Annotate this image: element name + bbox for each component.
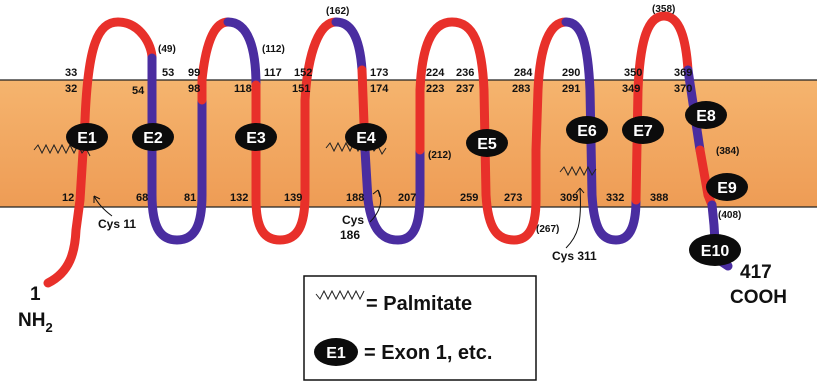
chain-segment-e3-b	[228, 22, 256, 85]
exon-label: E6	[577, 123, 597, 140]
residue-label: 223	[426, 83, 445, 95]
residue-label: 188	[346, 192, 365, 204]
residue-label: 369	[674, 67, 693, 79]
n-terminal-number: 1	[30, 284, 41, 305]
residue-label: 283	[512, 83, 531, 95]
exon-label: E5	[477, 136, 497, 153]
exon-label: E10	[700, 243, 730, 260]
residue-label: 152	[294, 67, 313, 79]
boundary-label: (384)	[716, 146, 740, 157]
residue-label: 81	[184, 192, 197, 204]
residue-label: 350	[624, 67, 643, 79]
exon-oval	[566, 116, 608, 144]
exon-oval	[66, 123, 108, 151]
residue-label: 151	[292, 83, 311, 95]
boundary-label: (212)	[428, 150, 452, 161]
boundary-label: (112)	[262, 44, 285, 55]
exon-label: E7	[633, 123, 653, 140]
cys-label: Cys 11	[98, 217, 137, 231]
residue-label: 173	[370, 67, 389, 79]
residue-label: 370	[674, 83, 693, 95]
residue-label: 132	[230, 192, 249, 204]
residue-label: 53	[162, 67, 175, 79]
boundary-label: (408)	[718, 210, 742, 221]
residue-label: 332	[606, 192, 625, 204]
c-terminal	[730, 262, 787, 308]
residue-label: 273	[504, 192, 523, 204]
legend-exon-sample: E1	[326, 345, 346, 362]
exon-oval	[235, 123, 277, 151]
residue-label: 284	[514, 67, 533, 79]
exon-label: E1	[77, 130, 97, 147]
legend-palmitate-text: = Palmitate	[366, 293, 473, 315]
exon-label: E3	[246, 130, 266, 147]
residue-label: 224	[426, 67, 445, 79]
residue-label: 98	[188, 83, 201, 95]
c-terminal-number: 417	[740, 262, 772, 283]
residue-label: 388	[650, 192, 669, 204]
legend	[304, 276, 536, 380]
residue-label: 237	[456, 83, 475, 95]
boundary-label: (358)	[652, 4, 676, 15]
exon-oval	[132, 123, 174, 151]
exon-oval	[345, 123, 387, 151]
residue-label: 309	[560, 192, 579, 204]
residue-label: 349	[622, 83, 641, 95]
residue-label: 117	[264, 67, 282, 79]
residue-label: 68	[136, 192, 149, 204]
exon-oval	[466, 129, 508, 157]
residue-label: 99	[188, 67, 201, 79]
residue-label: 259	[460, 192, 479, 204]
boundary-label: (162)	[326, 6, 350, 17]
residue-label: 236	[456, 67, 475, 79]
exon-label: E8	[696, 108, 716, 125]
n-terminal	[18, 284, 53, 335]
cys-label: Cys 311	[552, 249, 597, 263]
legend-exon-text: = Exon 1, etc.	[364, 342, 493, 364]
exon-label: E2	[143, 130, 163, 147]
residue-label: 174	[370, 83, 389, 95]
residue-label: 54	[132, 85, 145, 97]
exon-oval	[706, 173, 748, 201]
n-terminal-label: $NH_2$	[18, 310, 53, 335]
residue-label: 32	[65, 83, 78, 95]
exon-oval	[685, 101, 727, 129]
residue-label: 207	[398, 192, 417, 204]
residue-label: 12	[62, 192, 75, 204]
c-terminal-label: COOH	[730, 287, 787, 308]
boundary-label: (49)	[158, 44, 176, 55]
exon-label: E4	[356, 130, 376, 147]
exon-oval	[622, 116, 664, 144]
cys-label: Cys	[342, 213, 365, 227]
residue-label: 291	[562, 83, 581, 95]
residue-label: 290	[562, 67, 581, 79]
residue-label: 118	[234, 83, 252, 95]
cys-label: 186	[340, 228, 361, 242]
chain-segment-e4-a	[336, 22, 362, 70]
residue-label: 33	[65, 67, 78, 79]
residue-label: 139	[284, 192, 303, 204]
exon-label: E9	[717, 180, 737, 197]
exon-oval	[689, 234, 741, 266]
boundary-label: (267)	[536, 224, 560, 235]
